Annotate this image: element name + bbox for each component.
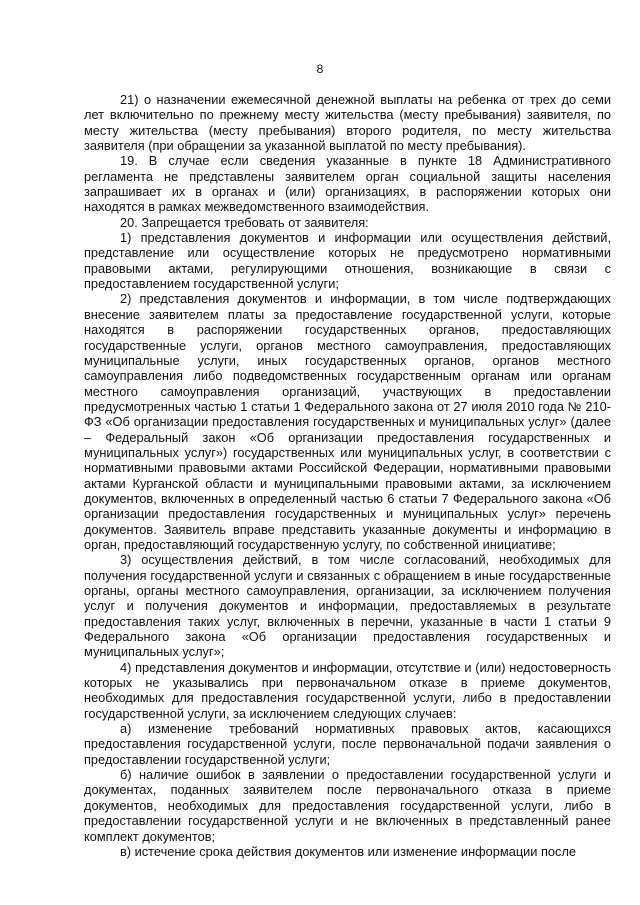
paragraph-20-item-4c: в) истечение срока действия документов или изменение информации после	[120, 843, 577, 859]
paragraph-21: 21) о назначении ежемесячной денежной выплаты на ребенка от трех до семи лет включительно по прежнему месту жительства (месту пребывания) заявителя, по месту жительства (месту пребывания) второго родителя, по месту жительства заявителя (при обращении за указанной выплатой по месту пребывания).	[84, 92, 611, 154]
document-body	[84, 92, 611, 859]
page-number: 8	[316, 62, 324, 76]
paragraph-20-item-4b: б) наличие ошибок в заявлении о предоставлении государственной услуги и документах, поданных заявителем после первоначального отказа в приеме документов, необходимых для предоставления государственной услуги, либо в предоставлении государственной услуги и не включенных в представленный ранее комплект документов;	[84, 767, 611, 844]
paragraph-20: 20. Запрещается требовать от заявителя:	[120, 214, 369, 230]
paragraph-20-item-1: 1) представления документов и информации или осуществления действий, представление или осуществление которых не предусмотрено нормативными правовыми актами, регулирующими отношения, возникающие в связи с предоставлением государственной услуги;	[84, 230, 611, 292]
paragraph-19: 19. В случае если сведения указанные в пункте 18 Административного регламента не представлены заявителем орган социальной защиты населения запрашивает их в органах и (или) организациях, в распоряжении которых они находятся в рамках межведомственного взаимодействия.	[84, 153, 611, 215]
paragraph-20-item-3: 3) осуществления действий, в том числе согласований, необходимых для получения государственной услуги и связанных с обращением в иные государственные органы, органы местного самоуправления, организации, за исключением получения услуг и получения документов и информации, предоставляемых в результате предоставления таких услуг, включенных в перечни, указанные в части 1 статьи 9 Федерального закона «Об организации предоставления государственных и муниципальных услуг»;	[84, 552, 611, 660]
paragraph-20-item-2: 2) представления документов и информации, в том числе подтверждающих внесение заявителем платы за предоставление государственной услуги, которые находятся в распоряжении государственных органов, предоставляющих государственные услуги, органов местного самоуправления, предоставляющих муниципальные услуги, иных государственных органов, органов местного самоуправления либо подведомственных государственным органам или органам местного самоуправления организаций, участвующих в предоставлении предусмотренных частью 1 статьи 1 Федерального закона от 27 июля 2010 года № 210-ФЗ «Об организации предоставления государственных и муниципальных услуг» (далее – Федеральный закон «Об организации предоставления государственных и муниципальных услуг») государственных или муниципальных услуг, в соответствии с нормативными правовыми актами Российской Федерации, нормативными правовыми актами Курганской области и муниципальными правовыми актами, за исключением документов, включенных в определенный частью 6 статьи 7 Федерального закона «Об организации предоставления государственных и муниципальных услуг» перечень документов. Заявитель вправе представить указанные документы и информацию в орган, предоставляющий государственную услугу, по собственной инициативе;	[84, 291, 611, 552]
paragraph-20-item-4a: а) изменение требований нормативных правовых актов, касающихся предоставления государственной услуги, после первоначальной подачи заявления о предоставлении государственной услуги;	[84, 721, 611, 767]
paragraph-20-item-4: 4) представления документов и информации, отсутствие и (или) недостоверность которых не указывались при первоначальном отказе в приеме документов, необходимых для предоставления государственной услуги, либо в предоставлении государственной услуги, за исключением следующих случаев:	[84, 659, 611, 721]
